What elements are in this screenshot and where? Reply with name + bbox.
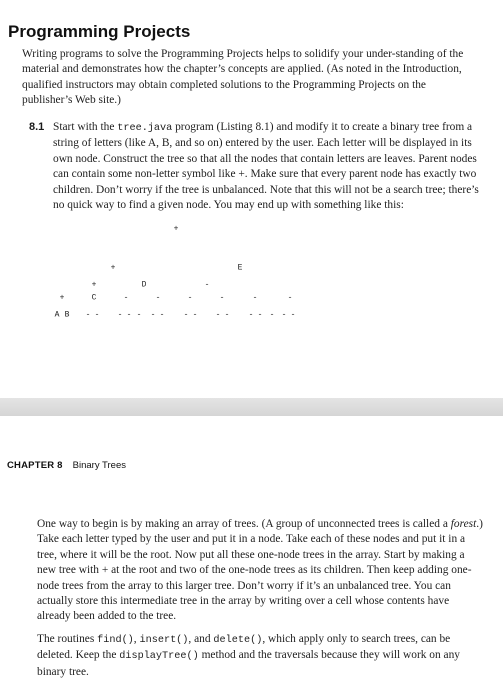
tree-node: A xyxy=(54,310,60,320)
tree-node: - xyxy=(224,310,230,320)
project-number: 8.1 xyxy=(29,121,45,133)
paragraph-text-part: , and xyxy=(188,633,214,645)
paragraph-text-part: One way to begin is by making an array of trees. (A group of unconnected trees is called a xyxy=(37,518,451,530)
intro-paragraph: Writing programs to solve the Programming Projects helps to solidify your under-standing of the material and demonstrates how the chapter’s concepts are applied. (As noted in the Introduction, qualified instructors may obtain completed solutions to the Programming Projects on the publisher’s Web site.) xyxy=(22,48,464,107)
inline-code: displayTree() xyxy=(119,651,199,663)
italic-term: forest xyxy=(450,518,477,530)
tree-node: D xyxy=(141,280,147,290)
tree-node: - xyxy=(257,310,263,320)
tree-node: - xyxy=(94,310,100,320)
inline-code: tree.java xyxy=(117,123,173,134)
paragraph-text-part: , which apply only to search trees, can be deleted. Keep the xyxy=(37,633,451,662)
tree-node: - xyxy=(126,310,132,320)
tree-node: E xyxy=(237,263,243,273)
tree-node: - xyxy=(252,293,258,303)
tree-node: C xyxy=(91,293,97,303)
tree-node: - xyxy=(85,310,91,320)
section-heading: Programming Projects xyxy=(8,22,191,41)
paragraph-text-part: .) Take each letter typed by the user and put it in a node. Take each of these nodes and put it in a tree, where it will be the root. Now put all these one-node trees in the array. Start by making a new tree with + at the root and two of the one-node trees as its children. Then keep adding one-node trees from the array to this larger tree. Don’t worry if it’s an unbalanced tree. You can actually store this intermediate tree in the array by writing over a cell whose contents have already been added to the tree. xyxy=(37,518,483,623)
tree-node: - xyxy=(215,310,221,320)
chapter-footer xyxy=(7,460,126,471)
tree-node: - xyxy=(117,310,123,320)
inline-code: insert() xyxy=(139,635,189,646)
tree-node: + xyxy=(173,224,179,234)
tree-node: - xyxy=(192,310,198,320)
tree-node: - xyxy=(269,310,275,320)
tree-node: - xyxy=(290,310,296,320)
chapter-title: Binary Trees xyxy=(72,460,126,471)
tree-node: - xyxy=(187,293,193,303)
tree-node: - xyxy=(183,310,189,320)
tree-node: - xyxy=(219,293,225,303)
paragraph-text-part: , xyxy=(133,633,140,645)
tree-node: B xyxy=(64,310,70,320)
paragraph-text-part: The routines xyxy=(37,633,98,645)
forest-paragraph xyxy=(37,517,483,625)
project-text-part: program (Listing 8.1) and modify it to create a binary tree from a string of letters (like A, B, and so on) entered by the user. Each letter will be displayed in its own node. Construct the tree so that all the nodes that contain letters are leaves. Parent nodes can contain some non-letter symbol like +. Make sure that every parent node has exactly two children. Don’t worry if the tree is unbalanced. Note that this will not be a search tree; there’s no quick way to find a given node. You may end up with something like this: xyxy=(53,121,479,212)
project-text-part: Start with the xyxy=(53,121,118,133)
page-break-band xyxy=(0,398,503,416)
tree-node: - xyxy=(287,293,293,303)
tree-node: + xyxy=(59,293,65,303)
project-description xyxy=(53,120,485,213)
tree-node: - xyxy=(159,310,165,320)
tree-node: - xyxy=(150,310,156,320)
inline-code: find() xyxy=(97,635,134,646)
tree-node: - xyxy=(123,293,129,303)
routines-paragraph xyxy=(37,632,483,680)
tree-node: + xyxy=(110,263,116,273)
tree-node: - xyxy=(136,310,142,320)
chapter-number: CHAPTER 8 xyxy=(7,460,63,471)
tree-node: - xyxy=(248,310,254,320)
tree-node: - xyxy=(281,310,287,320)
inline-code: delete() xyxy=(213,635,263,646)
tree-node: + xyxy=(91,280,97,290)
tree-node: - xyxy=(204,280,210,290)
tree-node: - xyxy=(155,293,161,303)
paragraph-text-part: method and the traversals because they will work on any binary tree. xyxy=(37,649,460,678)
